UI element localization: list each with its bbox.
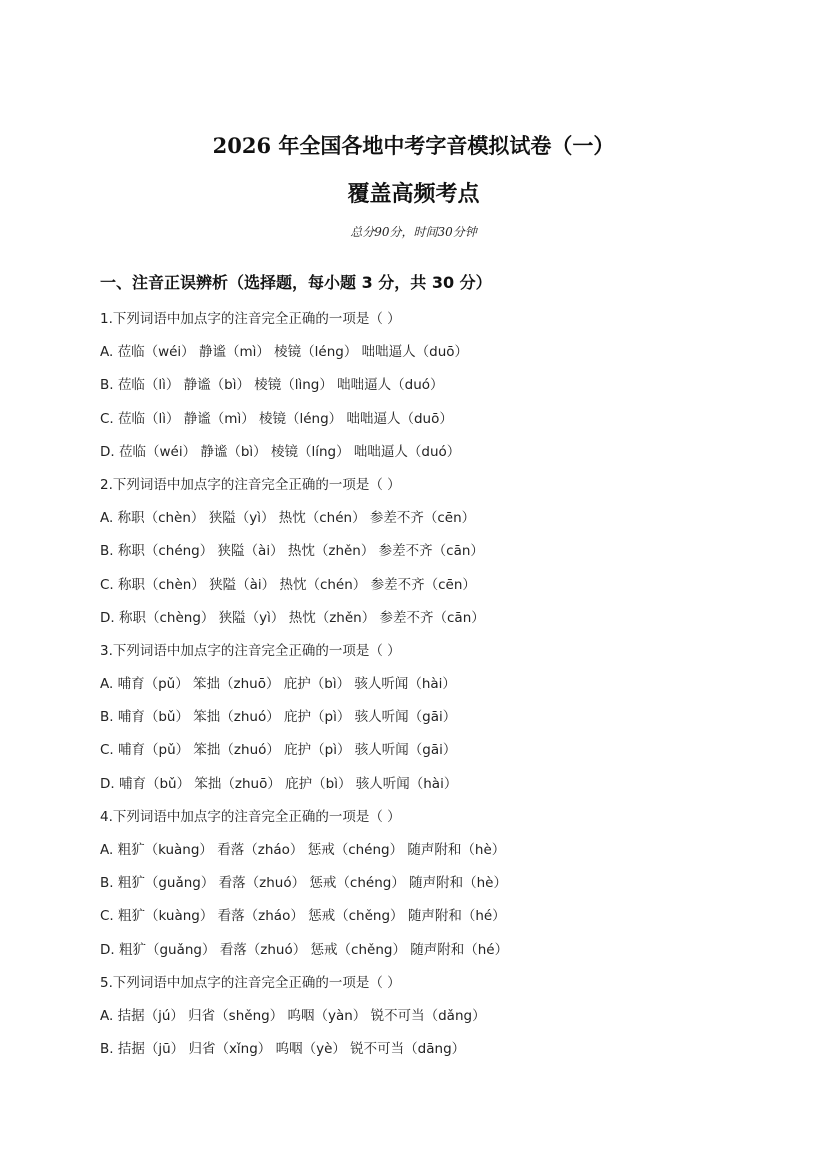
option-line: A. 粗犷（kuàng） 看落（zháo） 惩戒（chéng） 随声附和（hè） [100, 842, 506, 858]
option-line: B. 称职（chéng） 狭隘（ài） 热忱（zhěn） 参差不齐（cān） [100, 543, 484, 560]
option-line: D. 粗犷（guǎng） 看落（zhuó） 惩戒（chěng） 随声附和（hé） [100, 941, 509, 958]
option-line: C. 哺育（pǔ） 笨拙（zhuó） 庇护（pì） 骇人听闻（gāi） [100, 742, 457, 759]
option-line: B. 哺育（bǔ） 笨拙（zhuó） 庇护（pì） 骇人听闻（gāi） [100, 709, 457, 726]
option-line: D. 哺育（bǔ） 笨拙（zhuō） 庇护（bì） 骇人听闻（hài） [100, 775, 458, 792]
question-stem: 3.下列词语中加点字的注音完全正确的一项是（ ） [100, 642, 401, 659]
option-line: D. 称职（chèng） 狭隘（yì） 热忱（zhěn） 参差不齐（cān） [100, 609, 485, 626]
option-line: C. 莅临（lì） 静谧（mì） 棱镜（léng） 咄咄逼人（duō） [100, 410, 453, 427]
option-line: B. 拮据（jū） 归省（xǐng） 呜咽（yè） 锐不可当（dāng） [100, 1041, 466, 1058]
question-stem: 5.下列词语中加点字的注音完全正确的一项是（ ） [100, 974, 401, 991]
option-line: A. 莅临（wéi） 静谧（mì） 棱镜（léng） 咄咄逼人（duō） [100, 344, 469, 361]
option-line: A. 哺育（pǔ） 笨拙（zhuō） 庇护（bì） 骇人听闻（hài） [100, 676, 456, 693]
option-line: C. 称职（chèn） 狭隘（ài） 热忱（chén） 参差不齐（cēn） [100, 576, 476, 593]
option-line: A. 称职（chèn） 狭隘（yì） 热忱（chén） 参差不齐（cēn） [100, 510, 476, 527]
question-stem: 2.下列词语中加点字的注音完全正确的一项是（ ） [100, 476, 401, 493]
question-stem: 1.下列词语中加点字的注音完全正确的一项是（ ） [100, 311, 401, 327]
question-list [100, 303, 760, 1066]
option-line: C. 粗犷（kuàng） 看落（zháo） 惩戒（chěng） 随声附和（hé） [100, 908, 506, 925]
exam-meta: 总分90分，时间30分钟 [350, 225, 477, 239]
option-line: B. 粗犷（guǎng） 看落（zhuó） 惩戒（chéng） 随声附和（hè） [100, 875, 507, 892]
option-line: B. 莅临（lì） 静谧（bì） 棱镜（lìng） 咄咄逼人（duó） [100, 377, 444, 394]
question-stem: 4.下列词语中加点字的注音完全正确的一项是（ ） [100, 808, 401, 825]
option-line: A. 拮据（jú） 归省（shěng） 呜咽（yàn） 锐不可当（dǎng） [100, 1007, 486, 1024]
option-line: D. 莅临（wéi） 静谧（bì） 棱镜（líng） 咄咄逼人（duó） [100, 443, 461, 460]
page-title: 2026 年全国各地中考字音模拟试卷（一） [212, 133, 615, 158]
page-subtitle: 覆盖高频考点 [347, 181, 480, 207]
section-heading: 一、注音正误辨析（选择题，每小题 3 分，共 30 分） [100, 273, 492, 292]
